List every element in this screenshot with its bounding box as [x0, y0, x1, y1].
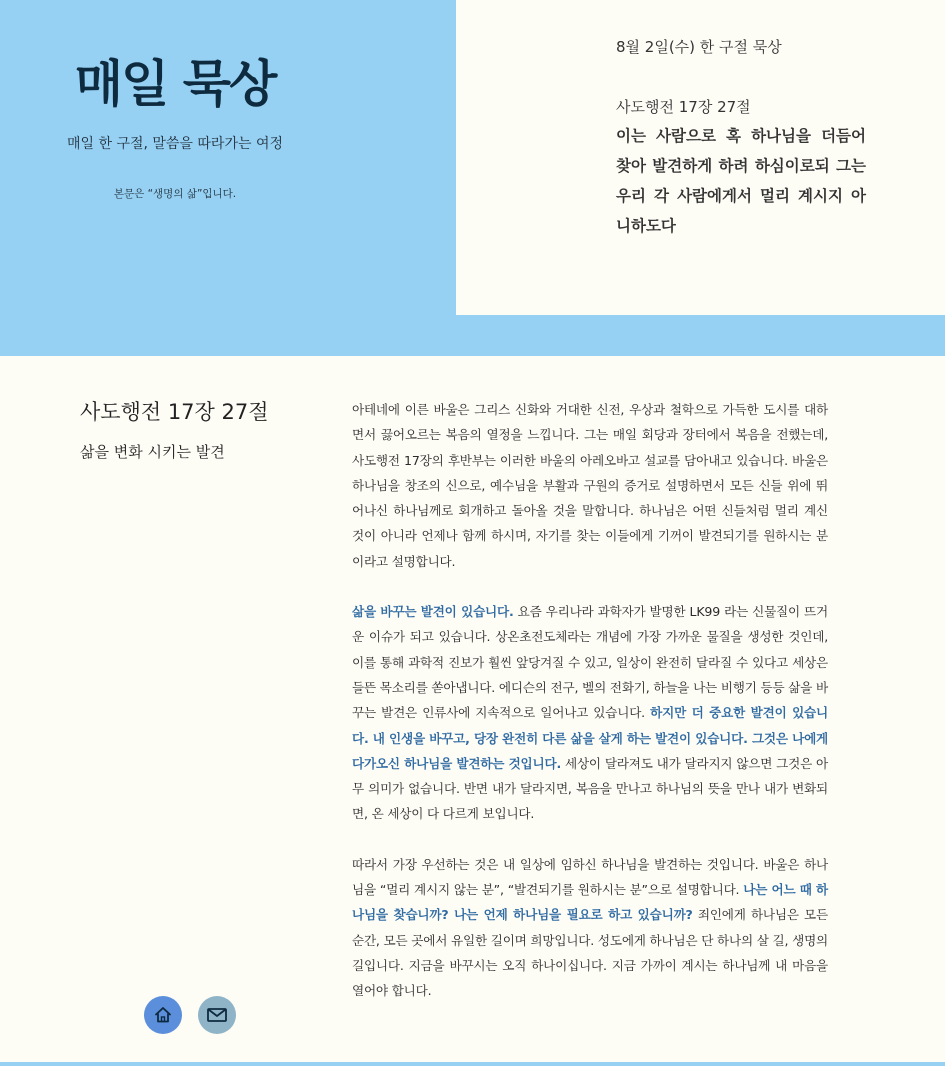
paragraph-text: 죄인에게 하나님은 모든 순간, 모든 곳에서 유일한 길이며 희망입니다. 성도에게 하나님은 단 하나의 살 길, 생명의 길입니다. 지금을 바꾸시는 오직 하나이십니다. 지금 가까이 계시는 하나님께 내 마음을 열어야 합니다.: [352, 907, 828, 999]
highlight-text: 하지만 더 중요한 발견이 있습니다. 내 인생을 바꾸고, 당장 완전히 다른 삶을 살게 하는 발견이 있습니다. 그것은 나에게 다가오신 하나님을 발견하는 것입니다.: [352, 705, 828, 771]
paragraph-text: 따라서 가장 우선하는 것은 내 일상에 임하신 하나님을 발견하는 것입니다. 바울은 하나님을 “멀리 계시지 않는 분”, “발견되기를 원하시는 분”으로 설명합니다.: [352, 856, 828, 898]
verse-text: 이는 사람으로 혹 하나님을 더듬어 찾아 발견하게 하려 하심이로되 그는 우리 각 사람에게서 멀리 계시지 아니하도다: [616, 127, 866, 235]
bottom-border: [0, 1062, 945, 1066]
verse-reference: 사도행전 17장 27절: [616, 98, 751, 116]
paragraph-text: 요즘 우리나라 과학자가 발명한 LK99 라는 신물질이 뜨거운 이슈가 되고 있습니다. 상온초전도체라는 개념에 가장 가까운 물질을 생성한 것인데, 이를 통해 과학적 진보가 훨씬 앞당겨질 수 있고, 일상이 완전히 달라질 수 있다고 세상은 들뜬 목소리를 쏟아냅니다. 에디슨의 전구, 벨의 전화기, 하늘을 나는 비행기 등등 삶을 바꾸는 발견은 인류사에 지속적으로 일어나고 있습니다.: [352, 604, 828, 721]
devotion-article: [352, 397, 828, 1029]
hero-banner: [0, 0, 945, 356]
home-icon: [153, 1005, 173, 1025]
paragraph-text: 세상이 달라져도 내가 달라지지 않으면 그것은 아무 의미가 없습니다. 반면 내가 달라지면, 복음을 만나고 하나님의 뜻을 만나 내가 변화되면, 온 세상이 다 다르게 보입니다.: [352, 755, 828, 822]
article-paragraph: [352, 397, 828, 574]
highlight-text: 나는 어느 때 하나님을 찾습니까? 나는 언제 하나님을 필요로 하고 있습니까?: [352, 882, 828, 923]
article-paragraph: [352, 599, 828, 827]
site-subtitle: 매일 한 구절, 말씀을 따라가는 여정: [66, 136, 284, 152]
verse-date: 8월 2일(수) 한 구절 묵상: [616, 38, 782, 56]
daily-verse-card: [456, 0, 945, 315]
article-paragraph: [352, 852, 828, 1004]
paragraph-text: 아테네에 이른 바울은 그리스 신화와 거대한 신전, 우상과 철학으로 가득한 도시를 대하면서 끓어오르는 복음의 열정을 느낍니다. 그는 매일 회당과 장터에서 복음을 전했는데, 사도행전 17장의 후반부는 이러한 바울의 아레오바고 설교를 담아내고 있습니다. 바울은 하나님을 창조의 신으로, 예수님을 부활과 구원의 증거로 설명하면서 모든 신들 위에 뛰어나신 하나님께로 회개하고 돌아올 것을 말합니다. 하나님은 어떤 신들처럼 멀리 계신 것이 아니라 언제나 함께 하시며, 자기를 찾는 이들에게 기꺼이 발견되기를 원하시는 분이라고 설명합니다.: [352, 402, 828, 569]
mail-icon: [206, 1006, 228, 1024]
passage-reference: 사도행전 17장 27절: [80, 400, 269, 424]
source-note: 본문은 “생명의 삶”입니다.: [113, 188, 237, 200]
devotion-title: 삶을 변화 시키는 발견: [80, 443, 225, 461]
site-title[interactable]: 매일 묵상: [74, 55, 276, 113]
highlight-text: 삶을 바꾸는 발견이 있습니다.: [352, 604, 514, 620]
home-button[interactable]: [144, 996, 182, 1034]
mail-button[interactable]: [198, 996, 236, 1034]
